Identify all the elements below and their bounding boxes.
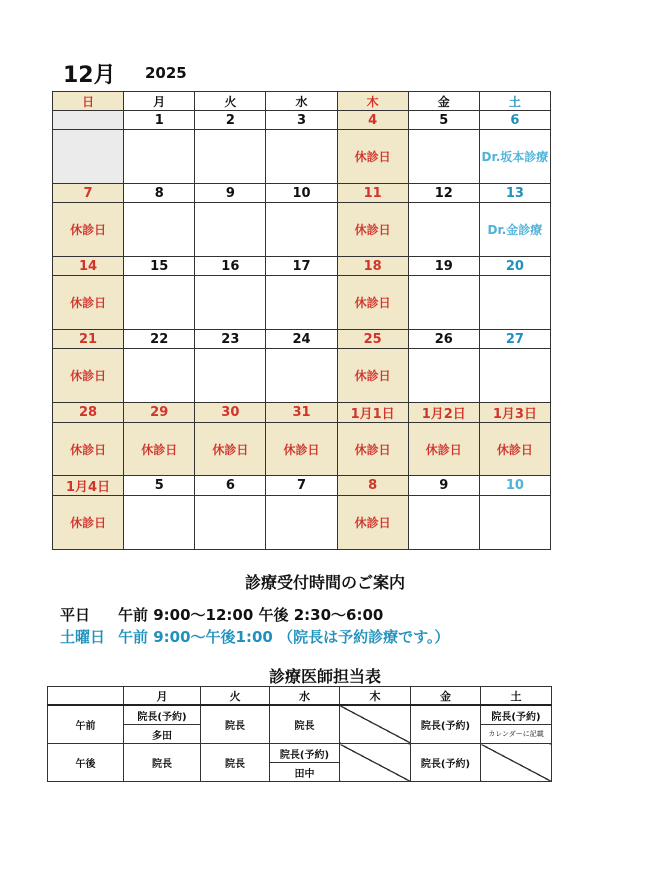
date-cell: 29 <box>124 403 195 423</box>
schedule-cell: 院長(予約) <box>411 705 481 744</box>
week-6-notes <box>53 496 551 550</box>
doctor-schedule-title: 診療医師担当表 <box>268 667 381 686</box>
week-4-dates <box>53 330 551 349</box>
schedule-day-header: 土 <box>481 687 552 706</box>
date-cell: 1月1日 <box>337 403 408 423</box>
schedule-cell: 院長 <box>201 705 270 744</box>
closed-day-label: 休診日 <box>479 423 550 476</box>
date-cell: 24 <box>266 330 337 349</box>
note-cell <box>124 276 195 330</box>
hours-notice-title: 診療受付時間のご案内 <box>244 573 405 592</box>
note-cell <box>479 276 550 330</box>
note-cell <box>408 496 479 550</box>
calendar-year: 2025 <box>145 64 187 82</box>
note-cell <box>195 203 266 257</box>
date-cell: 7 <box>53 184 124 203</box>
calendar-month-title: 12月 <box>63 63 116 88</box>
am-label: 午前 <box>48 705 124 744</box>
note-cell <box>479 349 550 403</box>
date-cell: 9 <box>195 184 266 203</box>
note-cell <box>195 276 266 330</box>
schedule-corner <box>48 687 124 706</box>
date-cell: 31 <box>266 403 337 423</box>
schedule-day-header: 木 <box>340 687 411 706</box>
date-cell: 10 <box>266 184 337 203</box>
schedule-day-header: 月 <box>124 687 201 706</box>
date-cell: 14 <box>53 257 124 276</box>
closed-day-label: 休診日 <box>337 349 408 403</box>
date-cell: 19 <box>408 257 479 276</box>
weekday-monday: 月 <box>124 92 195 111</box>
schedule-cell: 院長(予約) <box>481 705 552 725</box>
closed-day-label: 休診日 <box>337 276 408 330</box>
note-cell <box>124 203 195 257</box>
week-6-dates <box>53 476 551 496</box>
date-cell: 5 <box>124 476 195 496</box>
note-cell <box>195 349 266 403</box>
date-cell: 11 <box>337 184 408 203</box>
schedule-day-header: 金 <box>411 687 481 706</box>
doctor-note: Dr.金診療 <box>479 203 550 257</box>
pm-label: 午後 <box>48 744 124 782</box>
date-cell: 9 <box>408 476 479 496</box>
date-cell: 12 <box>408 184 479 203</box>
date-cell: 8 <box>124 184 195 203</box>
schedule-cell: 院長 <box>124 744 201 782</box>
weekday-tuesday: 火 <box>195 92 266 111</box>
note-cell <box>266 130 337 184</box>
date-cell: 27 <box>479 330 550 349</box>
week-5-dates <box>53 403 551 423</box>
weekday-saturday: 土 <box>479 92 550 111</box>
schedule-cell-crossed-out <box>340 705 411 744</box>
date-cell: 6 <box>479 111 550 130</box>
closed-day-label: 休診日 <box>124 423 195 476</box>
schedule-cell: 院長(予約) <box>270 744 340 763</box>
date-cell: 10 <box>479 476 550 496</box>
closed-day-label: 休診日 <box>408 423 479 476</box>
week-4-notes <box>53 349 551 403</box>
monthly-calendar <box>52 91 551 550</box>
date-cell: 23 <box>195 330 266 349</box>
schedule-cell: 多田 <box>124 725 201 744</box>
schedule-pm-row-1 <box>48 744 552 763</box>
date-cell: 26 <box>408 330 479 349</box>
date-cell: 15 <box>124 257 195 276</box>
date-cell: 3 <box>266 111 337 130</box>
week-1-notes <box>53 130 551 184</box>
note-cell <box>408 130 479 184</box>
weekday-wednesday: 水 <box>266 92 337 111</box>
saturday-label: 土曜日 <box>60 628 106 646</box>
date-cell: 21 <box>53 330 124 349</box>
date-cell: 16 <box>195 257 266 276</box>
weekday-hours-line <box>60 604 383 625</box>
closed-day-label: 休診日 <box>337 130 408 184</box>
closed-day-label: 休診日 <box>53 496 124 550</box>
schedule-cell: カレンダーに記載 <box>481 725 552 744</box>
closed-day-label: 休診日 <box>53 203 124 257</box>
date-cell: 7 <box>266 476 337 496</box>
weekday-friday: 金 <box>408 92 479 111</box>
closed-day-label: 休診日 <box>195 423 266 476</box>
date-cell: 4 <box>337 111 408 130</box>
saturday-hours-line <box>60 626 449 647</box>
note-cell <box>408 203 479 257</box>
doctor-schedule-table <box>47 686 552 782</box>
note-cell <box>266 496 337 550</box>
schedule-cell: 院長(予約) <box>411 744 481 782</box>
date-cell: 13 <box>479 184 550 203</box>
note-cell <box>408 349 479 403</box>
doctor-note: Dr.坂本診療 <box>479 130 550 184</box>
date-cell: 5 <box>408 111 479 130</box>
saturday-hours: 午前 9:00～午後1:00 （院長は予約診療です。） <box>118 628 450 646</box>
date-cell: 1月2日 <box>408 403 479 423</box>
note-cell <box>266 203 337 257</box>
date-cell: 1月3日 <box>479 403 550 423</box>
note-cell <box>479 496 550 550</box>
note-cell <box>408 276 479 330</box>
date-cell: 25 <box>337 330 408 349</box>
closed-day-label: 休診日 <box>337 496 408 550</box>
date-cell: 20 <box>479 257 550 276</box>
note-cell <box>124 130 195 184</box>
date-cell: 22 <box>124 330 195 349</box>
weekday-header-row <box>53 92 551 111</box>
note-cell-empty <box>53 130 124 184</box>
schedule-cell: 院長(予約) <box>124 705 201 725</box>
week-2-notes <box>53 203 551 257</box>
date-cell: 8 <box>337 476 408 496</box>
closed-day-label: 休診日 <box>53 276 124 330</box>
week-2-dates <box>53 184 551 203</box>
weekday-thursday: 木 <box>337 92 408 111</box>
note-cell <box>124 496 195 550</box>
date-cell: 1月4日 <box>53 476 124 496</box>
date-cell: 2 <box>195 111 266 130</box>
date-cell-empty <box>53 111 124 130</box>
schedule-cell-crossed-out <box>340 744 411 782</box>
note-cell <box>266 276 337 330</box>
schedule-day-header: 水 <box>270 687 340 706</box>
date-cell: 17 <box>266 257 337 276</box>
week-3-dates <box>53 257 551 276</box>
note-cell <box>124 349 195 403</box>
closed-day-label: 休診日 <box>266 423 337 476</box>
week-1-dates <box>53 111 551 130</box>
weekday-sunday: 日 <box>53 92 124 111</box>
week-3-notes <box>53 276 551 330</box>
date-cell: 30 <box>195 403 266 423</box>
closed-day-label: 休診日 <box>53 423 124 476</box>
weekday-hours: 午前 9:00～12:00 午後 2:30～6:00 <box>118 606 384 624</box>
schedule-header-row <box>48 687 552 706</box>
weekday-label: 平日 <box>60 606 91 624</box>
date-cell: 6 <box>195 476 266 496</box>
note-cell <box>195 496 266 550</box>
schedule-day-header: 火 <box>201 687 270 706</box>
closed-day-label: 休診日 <box>337 423 408 476</box>
closed-day-label: 休診日 <box>53 349 124 403</box>
note-cell <box>266 349 337 403</box>
date-cell: 28 <box>53 403 124 423</box>
schedule-cell-crossed-out <box>481 744 552 782</box>
date-cell: 18 <box>337 257 408 276</box>
schedule-am-row-1 <box>48 705 552 725</box>
schedule-cell: 田中 <box>270 763 340 782</box>
schedule-cell: 院長 <box>270 705 340 744</box>
week-5-notes <box>53 423 551 476</box>
date-cell: 1 <box>124 111 195 130</box>
closed-day-label: 休診日 <box>337 203 408 257</box>
note-cell <box>195 130 266 184</box>
schedule-cell: 院長 <box>201 744 270 782</box>
